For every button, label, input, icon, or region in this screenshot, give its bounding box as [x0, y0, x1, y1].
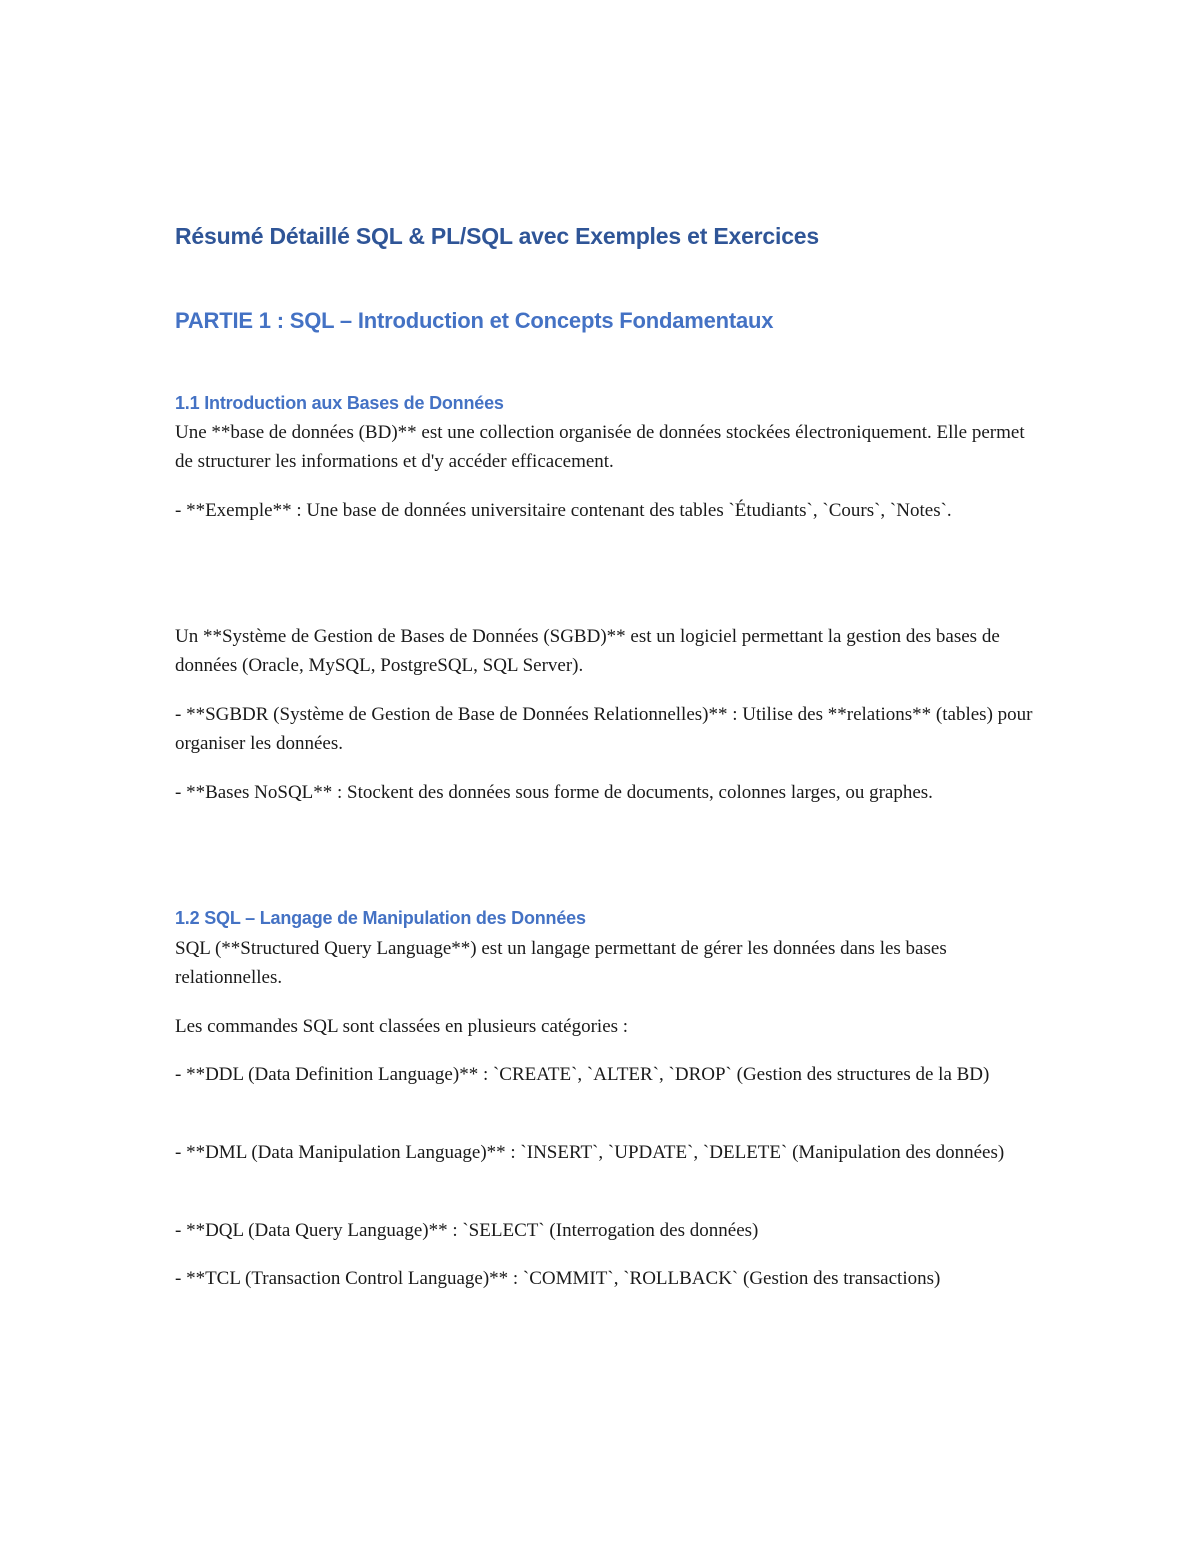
section-1-2-paragraph-5: - **DQL (Data Query Language)** : `SELECT` (Interrogation des données): [175, 1220, 759, 1241]
document-title: Résumé Détaillé SQL & PL/SQL avec Exemples et Exercices: [175, 223, 819, 249]
section-1-2-paragraph-1: SQL (**Structured Query Language**) est un langage permettant de gérer les données dans les bases relationnelles.: [175, 938, 947, 988]
section-1-1-paragraph-5: - **Bases NoSQL** : Stockent des données sous forme de documents, colonnes larges, ou graphes.: [175, 782, 933, 803]
section-1-2-paragraph-2: Les commandes SQL sont classées en plusieurs catégories :: [175, 1016, 629, 1037]
section-1-1-paragraph-3: Un **Système de Gestion de Bases de Données (SGBD)** est un logiciel permettant la gestion des bases de données (Oracle, MySQL, PostgreSQL, SQL Server).: [175, 626, 1000, 676]
section-1-2-paragraph-3: - **DDL (Data Definition Language)** : `CREATE`, `ALTER`, `DROP` (Gestion des structures de la BD): [175, 1064, 990, 1085]
section-1-2-heading: 1.2 SQL – Langage de Manipulation des Données: [175, 908, 586, 928]
section-1-1-paragraph-2: - **Exemple** : Une base de données universitaire contenant des tables `Étudiants`, `Cours`, `Notes`.: [175, 500, 952, 521]
section-1-2-paragraph-4: - **DML (Data Manipulation Language)** : `INSERT`, `UPDATE`, `DELETE` (Manipulation des données): [175, 1142, 1005, 1163]
section-1-2-paragraph-6: - **TCL (Transaction Control Language)** : `COMMIT`, `ROLLBACK` (Gestion des transactions): [175, 1268, 941, 1289]
section-1-1-paragraph-1: Une **base de données (BD)** est une collection organisée de données stockées électroniquement. Elle permet de structurer les informations et d'y accéder efficacement.: [175, 422, 1025, 472]
part-1-heading: PARTIE 1 : SQL – Introduction et Concepts Fondamentaux: [175, 308, 774, 333]
section-1-1-paragraph-4: - **SGBDR (Système de Gestion de Base de Données Relationnelles)** : Utilise des **relations** (tables) pour organiser les données.: [175, 704, 1033, 754]
section-1-1-heading: 1.1 Introduction aux Bases de Données: [175, 393, 504, 413]
